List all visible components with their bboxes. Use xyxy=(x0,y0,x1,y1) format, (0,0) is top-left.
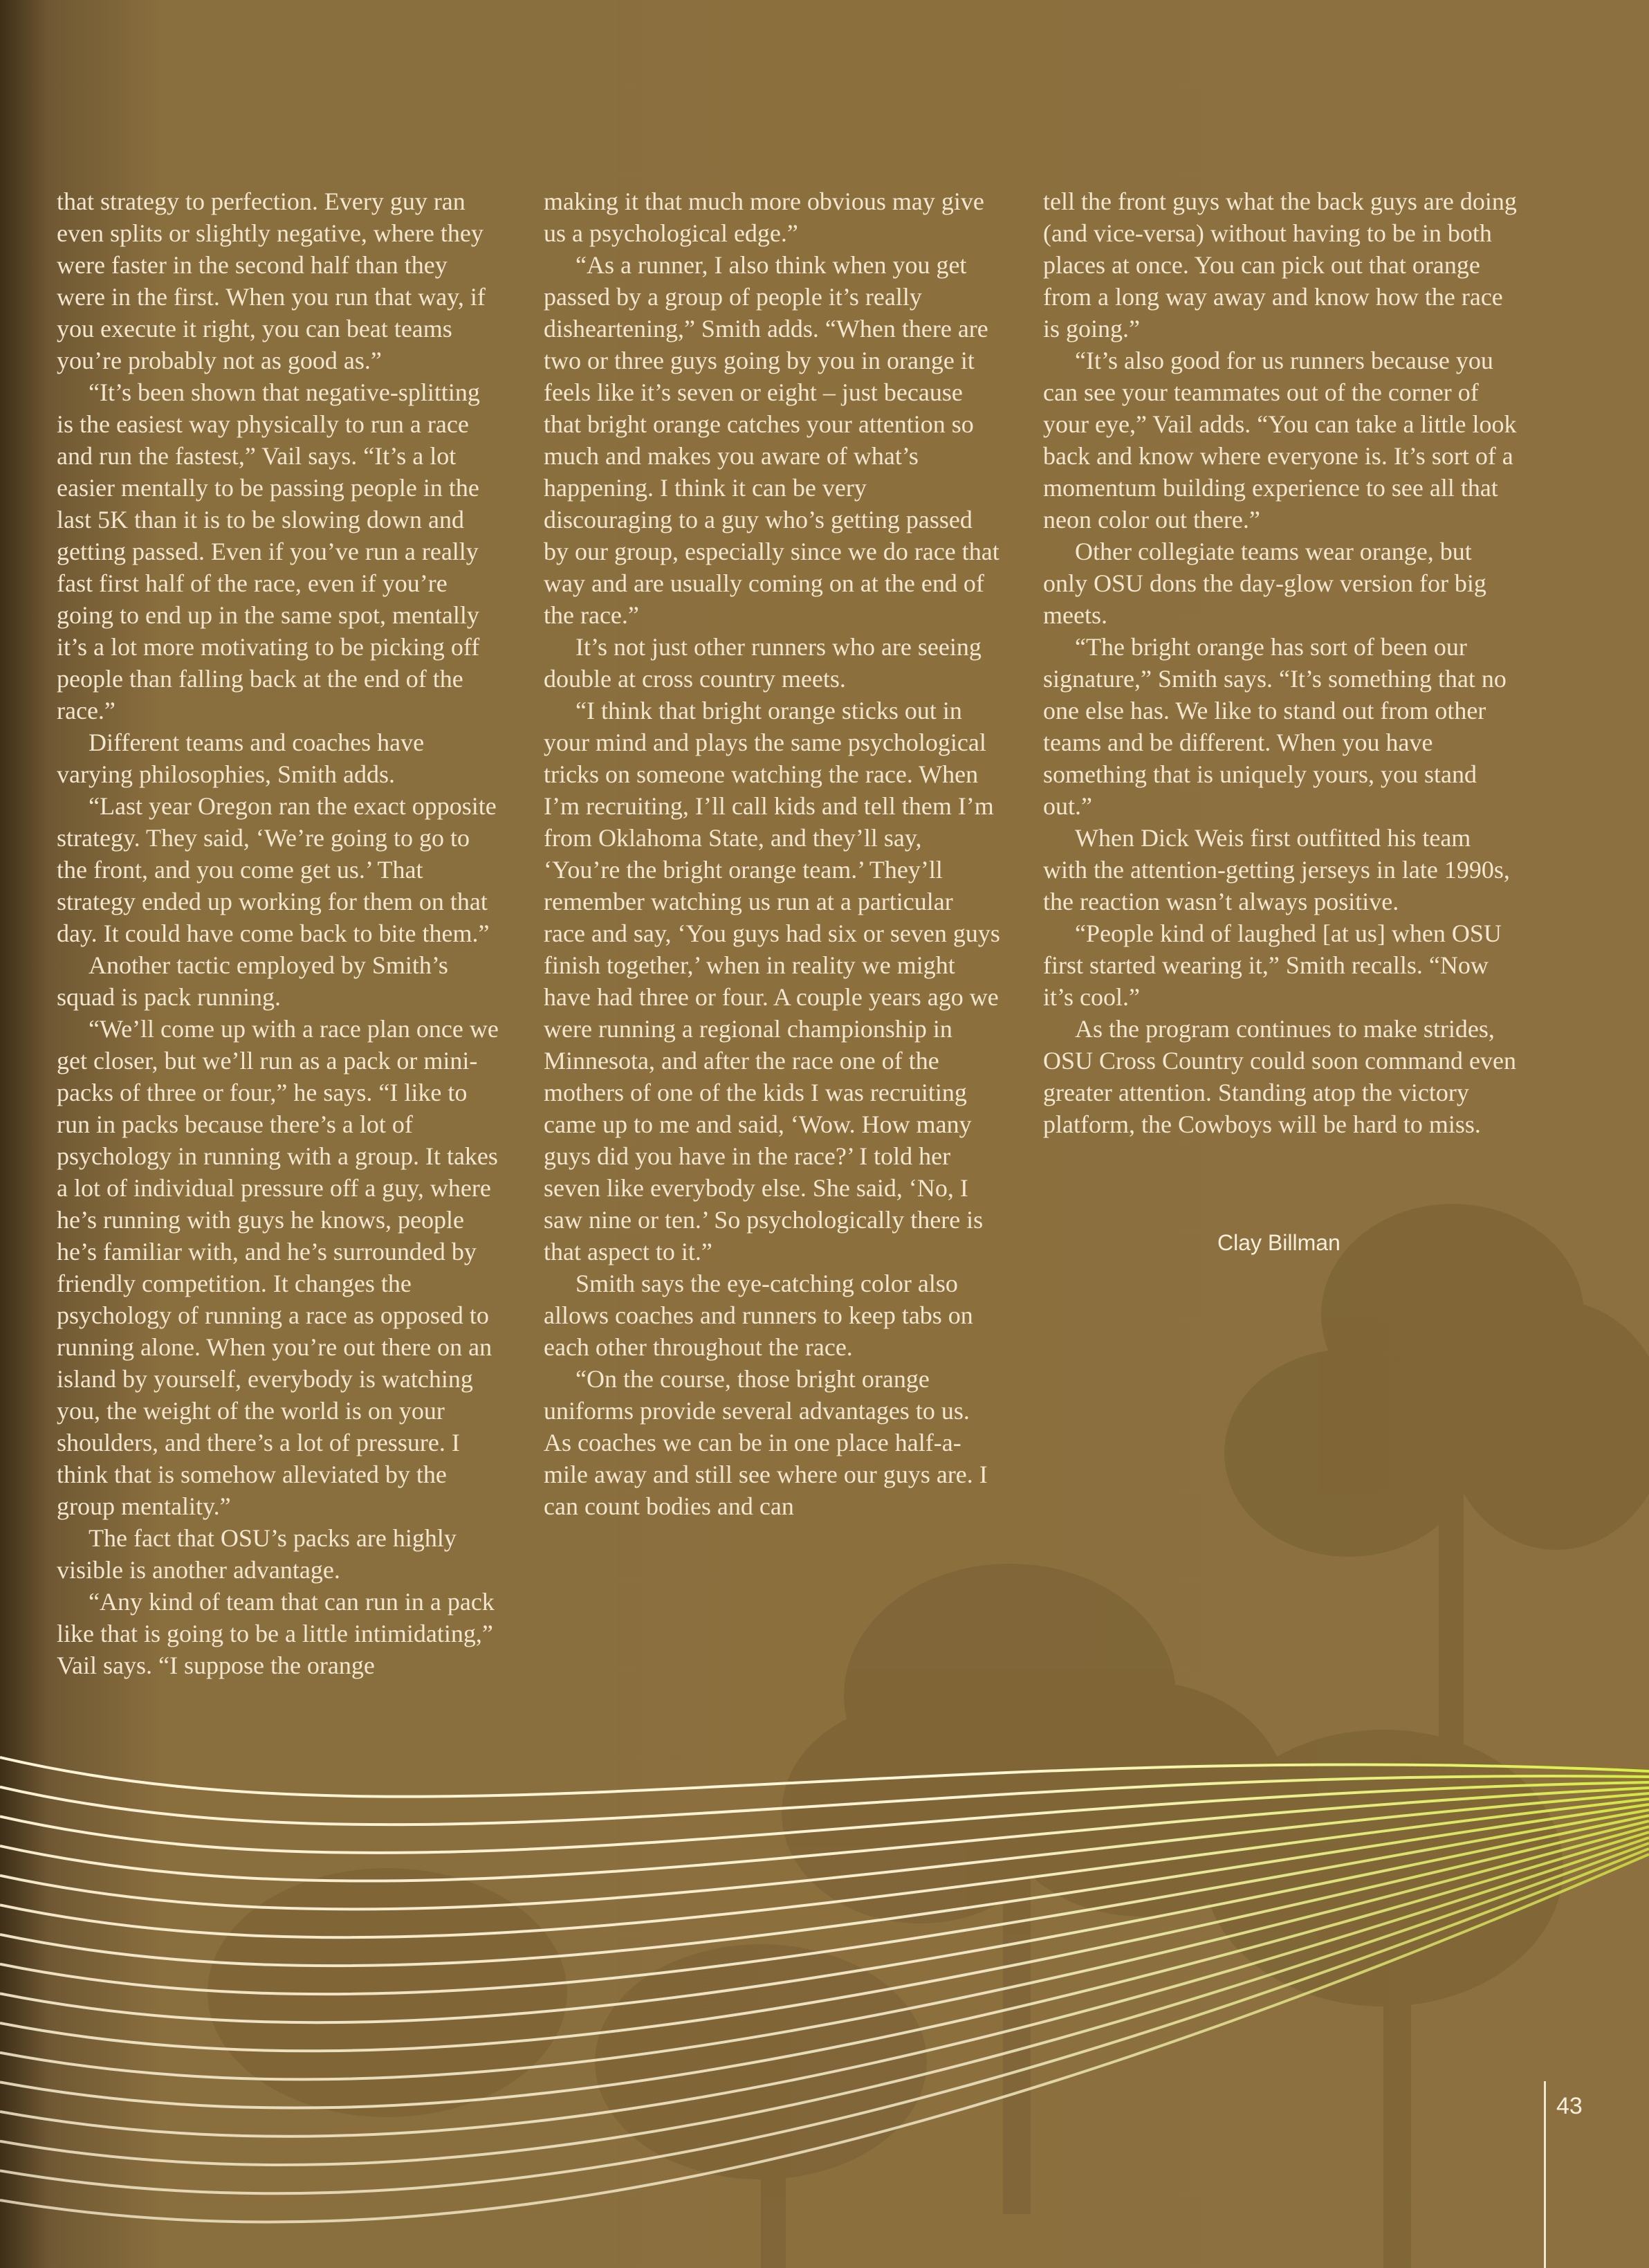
paragraph: making it that much more obvious may give us a psychological edge.” xyxy=(544,188,984,247)
paragraph: “On the course, those bright orange uniforms provide several advantages to us. As coaches we can be in one place half-a-mile away and still see where our guys are. I can count bodies and can xyxy=(544,1365,988,1520)
paragraph: “It’s been shown that negative-splitting is the easiest way physically to run a race and run the fastest,” Vail says. “It’s a lot easier mentally to be passing people in the last 5K than it is to be slowing down and getting passed. Even if you’ve run a really fast first half of the race, even if you’re going to end up in the same spot, mentally it’s a lot more motivating to be picking off people than falling back at the end of the race.” xyxy=(57,378,480,724)
article-column-1 xyxy=(57,185,499,1681)
article-column-2 xyxy=(544,185,1000,1522)
paragraph: tell the front guys what the back guys are doing (and vice-versa) without having to be in both places at once. You can pick out that orange from a long way away and know how the race is going.” xyxy=(1043,188,1517,342)
paragraph: When Dick Weis first outfitted his team with the attention-getting jerseys in late 1990s, the reaction wasn’t always positive. xyxy=(1043,824,1510,915)
page-number: 43 xyxy=(1556,2093,1583,2119)
paragraph: “Any kind of team that can run in a pack like that is going to be a little intimidating,” Vail says. “I suppose the orange xyxy=(57,1588,495,1679)
paragraph: Smith says the eye-catching color also allows coaches and runners to keep tabs on each other throughout the race. xyxy=(544,1270,973,1361)
paragraph: Another tactic employed by Smith’s squad is pack running. xyxy=(57,951,448,1011)
paragraph: The fact that OSU’s packs are highly visible is another advantage. xyxy=(57,1524,457,1584)
paragraph: “The bright orange has sort of been our signature,” Smith says. “It’s something that no one else has. We like to stand out from other teams and be different. When you have something that is uniquely yours, you stand out.” xyxy=(1043,633,1507,820)
paragraph: “It’s also good for us runners because you can see your teammates out of the corner of your eye,” Vail adds. “You can take a little look back and know where everyone is. It’s sort of a momentum building experience to see all that neon color out there.” xyxy=(1043,347,1517,533)
paragraph: “Last year Oregon ran the exact opposite strategy. They said, ‘We’re going to go to the front, and you come get us.’ That strategy ended up working for them on that day. It could have come back to bite them.” xyxy=(57,792,497,947)
byline: Clay Billman xyxy=(1217,1230,1341,1255)
page-number-rule xyxy=(1544,2081,1546,2268)
paragraph: “As a runner, I also think when you get passed by a group of people it’s really disheartening,” Smith adds. “When there are two or three guys going by you in orange it feels like it’s seven or eight – just because that bright orange catches your attention so much and makes you aware of what’s happening. I think it can be very discouraging to a guy who’s getting passed by our group, especially since we do race that way and are usually coming on at the end of the race.” xyxy=(544,251,999,629)
paragraph: “We’ll come up with a race plan once we get closer, but we’ll run as a pack or mini-packs of three or four,” he says. “I like to run in packs because there’s a lot of psychology in running with a group. It takes a lot of individual pressure off a guy, where he’s running with guys he knows, people he’s familiar with, and he’s surrounded by friendly competition. It changes the psychology of running a race as opposed to running alone. When you’re out there on an island by yourself, everybody is watching you, the weight of the world is on your shoulders, and there’s a lot of pressure. I think that is somehow alleviated by the group mentality.” xyxy=(57,1015,499,1520)
paragraph: It’s not just other runners who are seeing double at cross country meets. xyxy=(544,633,982,693)
article-column-3 xyxy=(1043,185,1520,1140)
paragraph: that strategy to perfection. Every guy ran even splits or slightly negative, where they were faster in the second half than they were in the first. When you run that way, if you execute it right, you can beat teams you’re probably not as good as.” xyxy=(57,188,486,374)
paragraph: “People kind of laughed [at us] when OSU first started wearing it,” Smith recalls. “Now it’s cool.” xyxy=(1043,920,1502,1011)
paragraph: Other collegiate teams wear orange, but only OSU dons the day-glow version for big meets. xyxy=(1043,538,1486,629)
paragraph: “I think that bright orange sticks out in your mind and plays the same psychological tricks on someone watching the race. When I’m recruiting, I’ll call kids and tell them I’m from Oklahoma State, and they’ll say, ‘You’re the bright orange team.’ They’ll remember watching us run at a particular race and say, ‘You guys had six or seven guys finish together,’ when in reality we might have had three or four. A couple years ago we were running a regional championship in Minnesota, and after the race one of the mothers of one of the kids I was recruiting came up to me and said, ‘Wow. How many guys did you have in the race?’ I told her seven like everybody else. She said, ‘No, I saw nine or ten.’ So psychologically there is that aspect to it.” xyxy=(544,697,1000,1265)
paragraph: Different teams and coaches have varying philosophies, Smith adds. xyxy=(57,729,425,788)
paragraph: As the program continues to make strides, OSU Cross Country could soon command even greater attention. Standing atop the victory platform, the Cowboys will be hard to miss. xyxy=(1043,1015,1516,1138)
